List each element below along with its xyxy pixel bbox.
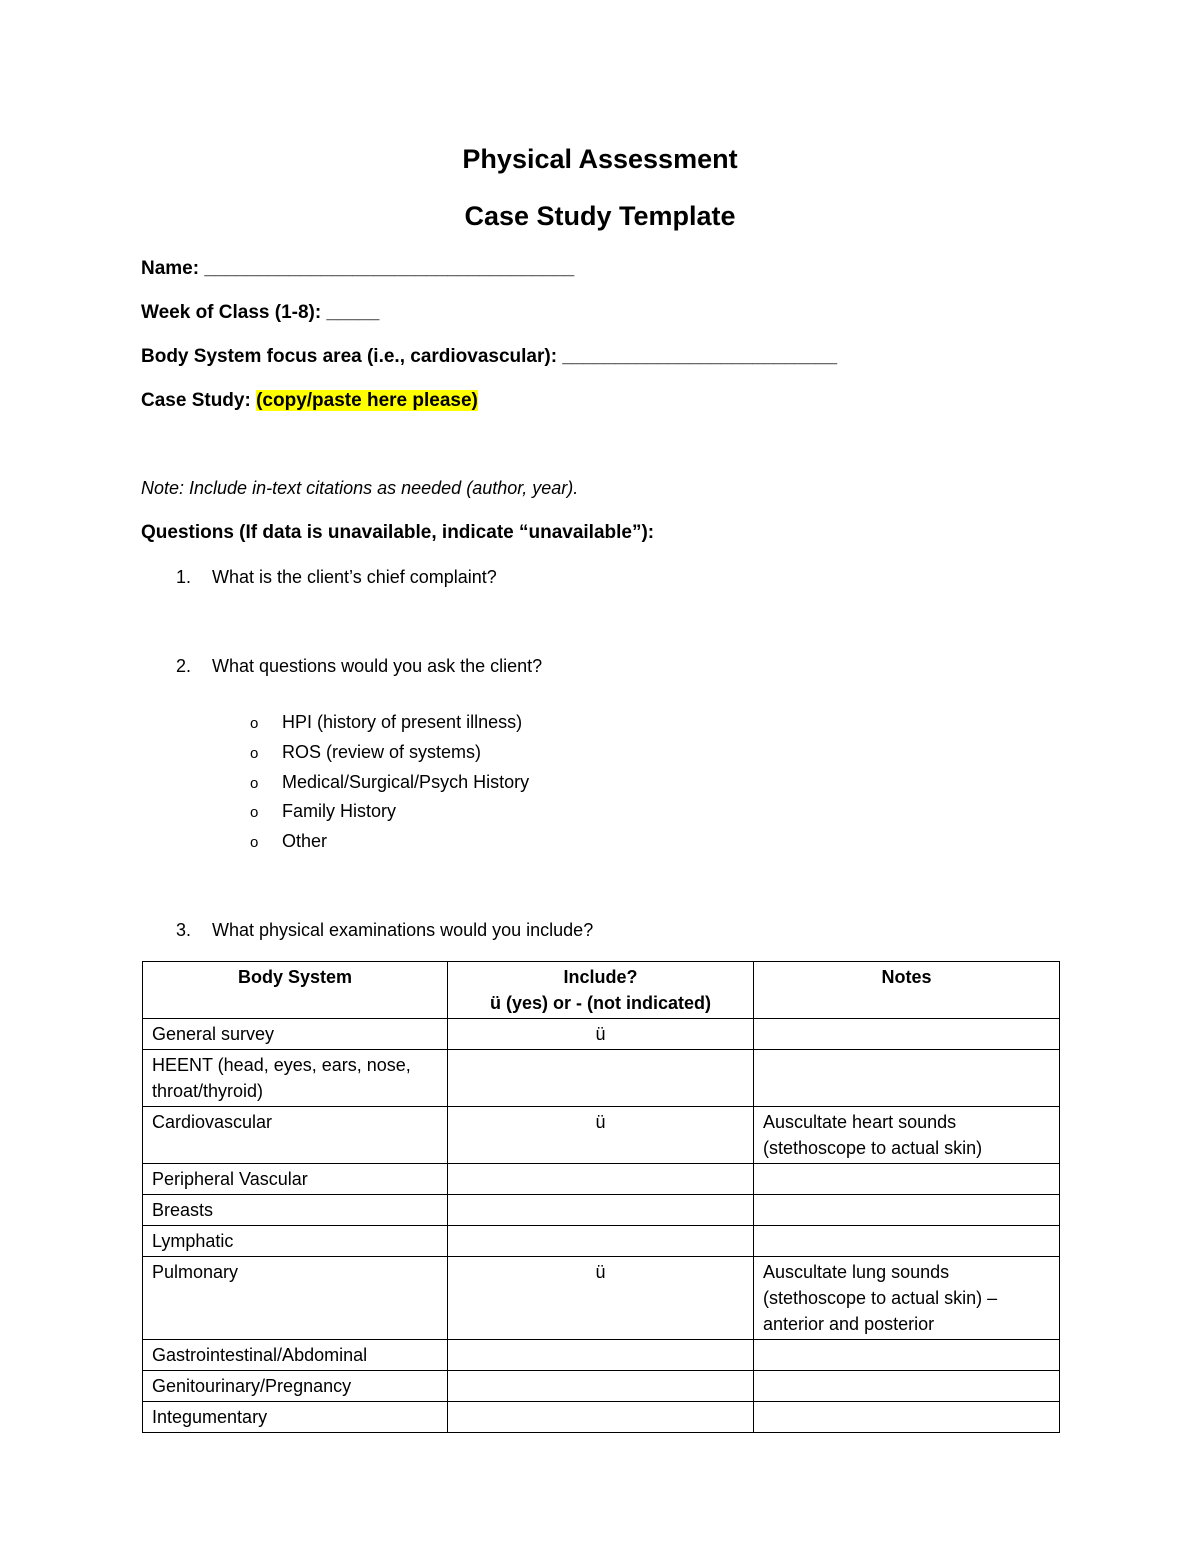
sub-item-text: Other — [282, 831, 328, 851]
include-cell — [448, 1402, 754, 1433]
sub-item-text: HPI (history of present illness) — [282, 712, 523, 732]
system-cell: Breasts — [143, 1195, 448, 1226]
week-field: Week of Class (1-8): _____ — [141, 302, 380, 323]
notes-cell — [754, 1371, 1060, 1402]
sub-item-text: ROS (review of systems) — [282, 742, 482, 762]
include-cell — [448, 1195, 754, 1226]
include-cell — [448, 1164, 754, 1195]
include-cell — [448, 1340, 754, 1371]
document-title: Physical Assessment — [462, 144, 738, 174]
table-row — [143, 1019, 1060, 1050]
header-include-line1: Include? — [563, 967, 638, 987]
physical-exam-table — [142, 961, 1060, 1433]
name-field: Name: ___________________________________ — [141, 258, 575, 279]
table-header-row — [143, 962, 1060, 1019]
sub-item-text: Family History — [282, 801, 397, 821]
question-1 — [176, 567, 497, 588]
citation-note: Note: Include in-text citations as needed (author, year). — [141, 478, 579, 498]
question-text: What questions would you ask the client? — [212, 656, 543, 676]
bullet-icon: o — [250, 745, 259, 762]
table-row — [143, 1371, 1060, 1402]
question-2 — [176, 656, 542, 677]
notes-cell: Auscultate lung sounds (stethoscope to actual skin) – anterior and posterior — [754, 1257, 1060, 1340]
notes-cell — [754, 1195, 1060, 1226]
header-include — [448, 962, 754, 1019]
table-row — [143, 1050, 1060, 1107]
document-subtitle: Case Study Template — [464, 201, 736, 231]
bullet-icon: o — [250, 775, 259, 792]
include-cell — [448, 1050, 754, 1107]
system-cell: Gastrointestinal/Abdominal — [143, 1340, 448, 1371]
notes-cell: Auscultate heart sounds (stethoscope to actual skin) — [754, 1107, 1060, 1164]
case-study-field — [141, 390, 478, 412]
include-cell: ü — [448, 1107, 754, 1164]
header-body-system: Body System — [143, 962, 448, 1019]
bullet-icon: o — [250, 804, 259, 821]
sub-item — [250, 742, 481, 763]
question-3 — [176, 920, 593, 941]
table-row — [143, 1226, 1060, 1257]
notes-cell — [754, 1050, 1060, 1107]
case-study-placeholder: (copy/paste here please) — [256, 390, 478, 411]
sub-item — [250, 831, 327, 852]
sub-item — [250, 801, 396, 822]
sub-item — [250, 712, 522, 733]
notes-cell — [754, 1402, 1060, 1433]
question-number: 3. — [176, 920, 192, 940]
bullet-icon: o — [250, 715, 259, 732]
sub-item — [250, 772, 529, 793]
question-number: 2. — [176, 656, 192, 676]
body-system-field: Body System focus area (i.e., cardiovascular): __________________________ — [141, 346, 838, 367]
system-cell: HEENT (head, eyes, ears, nose, throat/thyroid) — [143, 1050, 448, 1107]
system-cell: Lymphatic — [143, 1226, 448, 1257]
system-cell: Pulmonary — [143, 1257, 448, 1340]
table-row — [143, 1402, 1060, 1433]
table-row — [143, 1195, 1060, 1226]
notes-cell — [754, 1340, 1060, 1371]
table-row — [143, 1164, 1060, 1195]
questions-heading: Questions (If data is unavailable, indicate “unavailable”): — [141, 522, 655, 543]
system-cell: Integumentary — [143, 1402, 448, 1433]
include-cell — [448, 1371, 754, 1402]
include-cell: ü — [448, 1019, 754, 1050]
header-include-line2: ü (yes) or - (not indicated) — [489, 993, 711, 1013]
system-cell: General survey — [143, 1019, 448, 1050]
notes-cell — [754, 1226, 1060, 1257]
include-cell — [448, 1226, 754, 1257]
include-cell: ü — [448, 1257, 754, 1340]
system-cell: Peripheral Vascular — [143, 1164, 448, 1195]
case-study-label: Case Study: — [141, 390, 257, 411]
question-number: 1. — [176, 567, 192, 587]
notes-cell — [754, 1019, 1060, 1050]
question-text: What is the client’s chief complaint? — [212, 567, 497, 587]
sub-item-text: Medical/Surgical/Psych History — [282, 772, 530, 792]
question-text: What physical examinations would you include? — [212, 920, 594, 940]
header-notes: Notes — [754, 962, 1060, 1019]
notes-cell — [754, 1164, 1060, 1195]
bullet-icon: o — [250, 834, 259, 851]
table-row — [143, 1257, 1060, 1340]
system-cell: Genitourinary/Pregnancy — [143, 1371, 448, 1402]
table-row — [143, 1340, 1060, 1371]
table-row — [143, 1107, 1060, 1164]
system-cell: Cardiovascular — [143, 1107, 448, 1164]
